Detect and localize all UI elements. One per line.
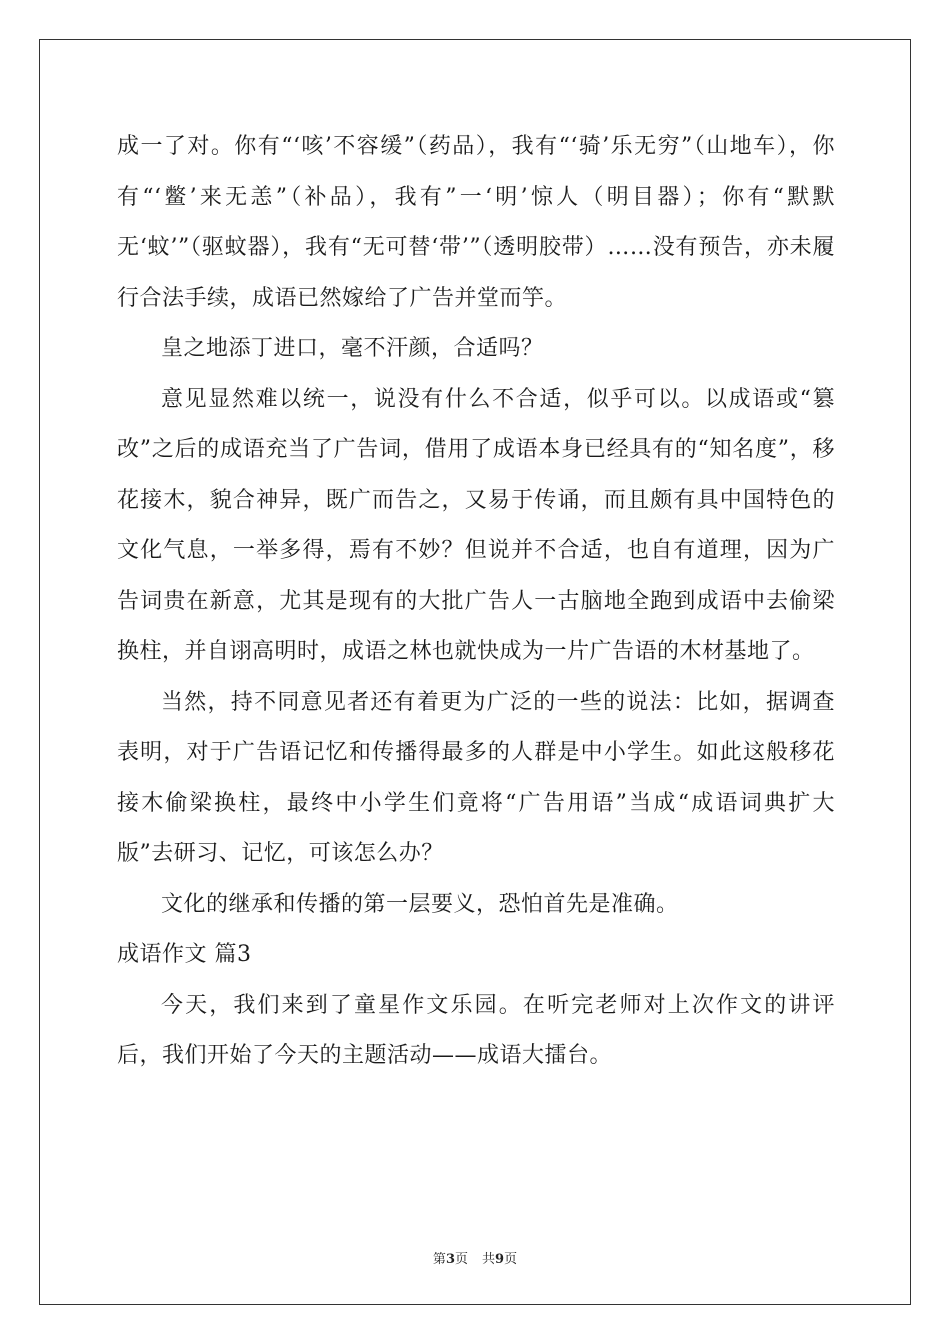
paragraph-1: 成一了对。你有“‘咳’不容缓”（药品），我有“‘骑’乐无穷”（山地车），你有“‘鳖’来无恙”（补品），我有”一‘明’惊人（明目器）；你有“默默无‘蚊’”（驱蚊器），我有“无可替‘带’”（透明胶带）……没有预告，亦未履行合法手续，成语已然嫁给了广告并堂而竽。 xyxy=(117,134,835,311)
page-current: 3 xyxy=(445,1252,455,1267)
paragraph-2: 皇之地添丁进口，毫不汗颜，合适吗？ xyxy=(161,336,544,361)
paragraph-4: 当然，持不同意见者还有着更为广泛的一些的说法：比如，据调查表明，对于广告语记忆和传播得最多的人群是中小学生。如此这般移花接木偷梁换柱，最终中小学生们竟将“广告用语”当成“成语词典扩大版”去研习、记忆，可该怎么办？ xyxy=(117,689,835,866)
page-suffix: 页 xyxy=(454,1252,468,1267)
paragraph-3: 意见显然难以统一，说没有什么不合适，似乎可以。以成语或“篡改”之后的成语充当了广告词，借用了成语本身已经具有的“知名度”，移花接木，貌合神异，既广而告之，又易于传诵，而且颇有具中国特色的文化气息，一举多得，焉有不妙？但说并不合适，也自有道理，因为广告词贵在新意，尤其是现有的大批广告人一古脑地全跑到成语中去偷梁换柱，并自诩高明时，成语之林也就快成为一片广告语的木材基地了。 xyxy=(117,386,835,664)
page-prefix: 第 xyxy=(432,1252,446,1267)
total-prefix: 共 xyxy=(482,1252,496,1267)
section-heading: 成语作文 篇3 xyxy=(117,942,252,967)
document-body xyxy=(117,122,835,1082)
section-paragraph-1: 今天，我们来到了童星作文乐园。在听完老师对上次作文的讲评后，我们开始了今天的主题活动——成语大擂台。 xyxy=(117,992,835,1068)
paragraph-5: 文化的继承和传播的第一层要义，恐怕首先是准确。 xyxy=(161,891,679,917)
total-suffix: 页 xyxy=(504,1252,518,1267)
total-pages: 9 xyxy=(495,1252,505,1267)
page-footer xyxy=(0,1248,950,1267)
